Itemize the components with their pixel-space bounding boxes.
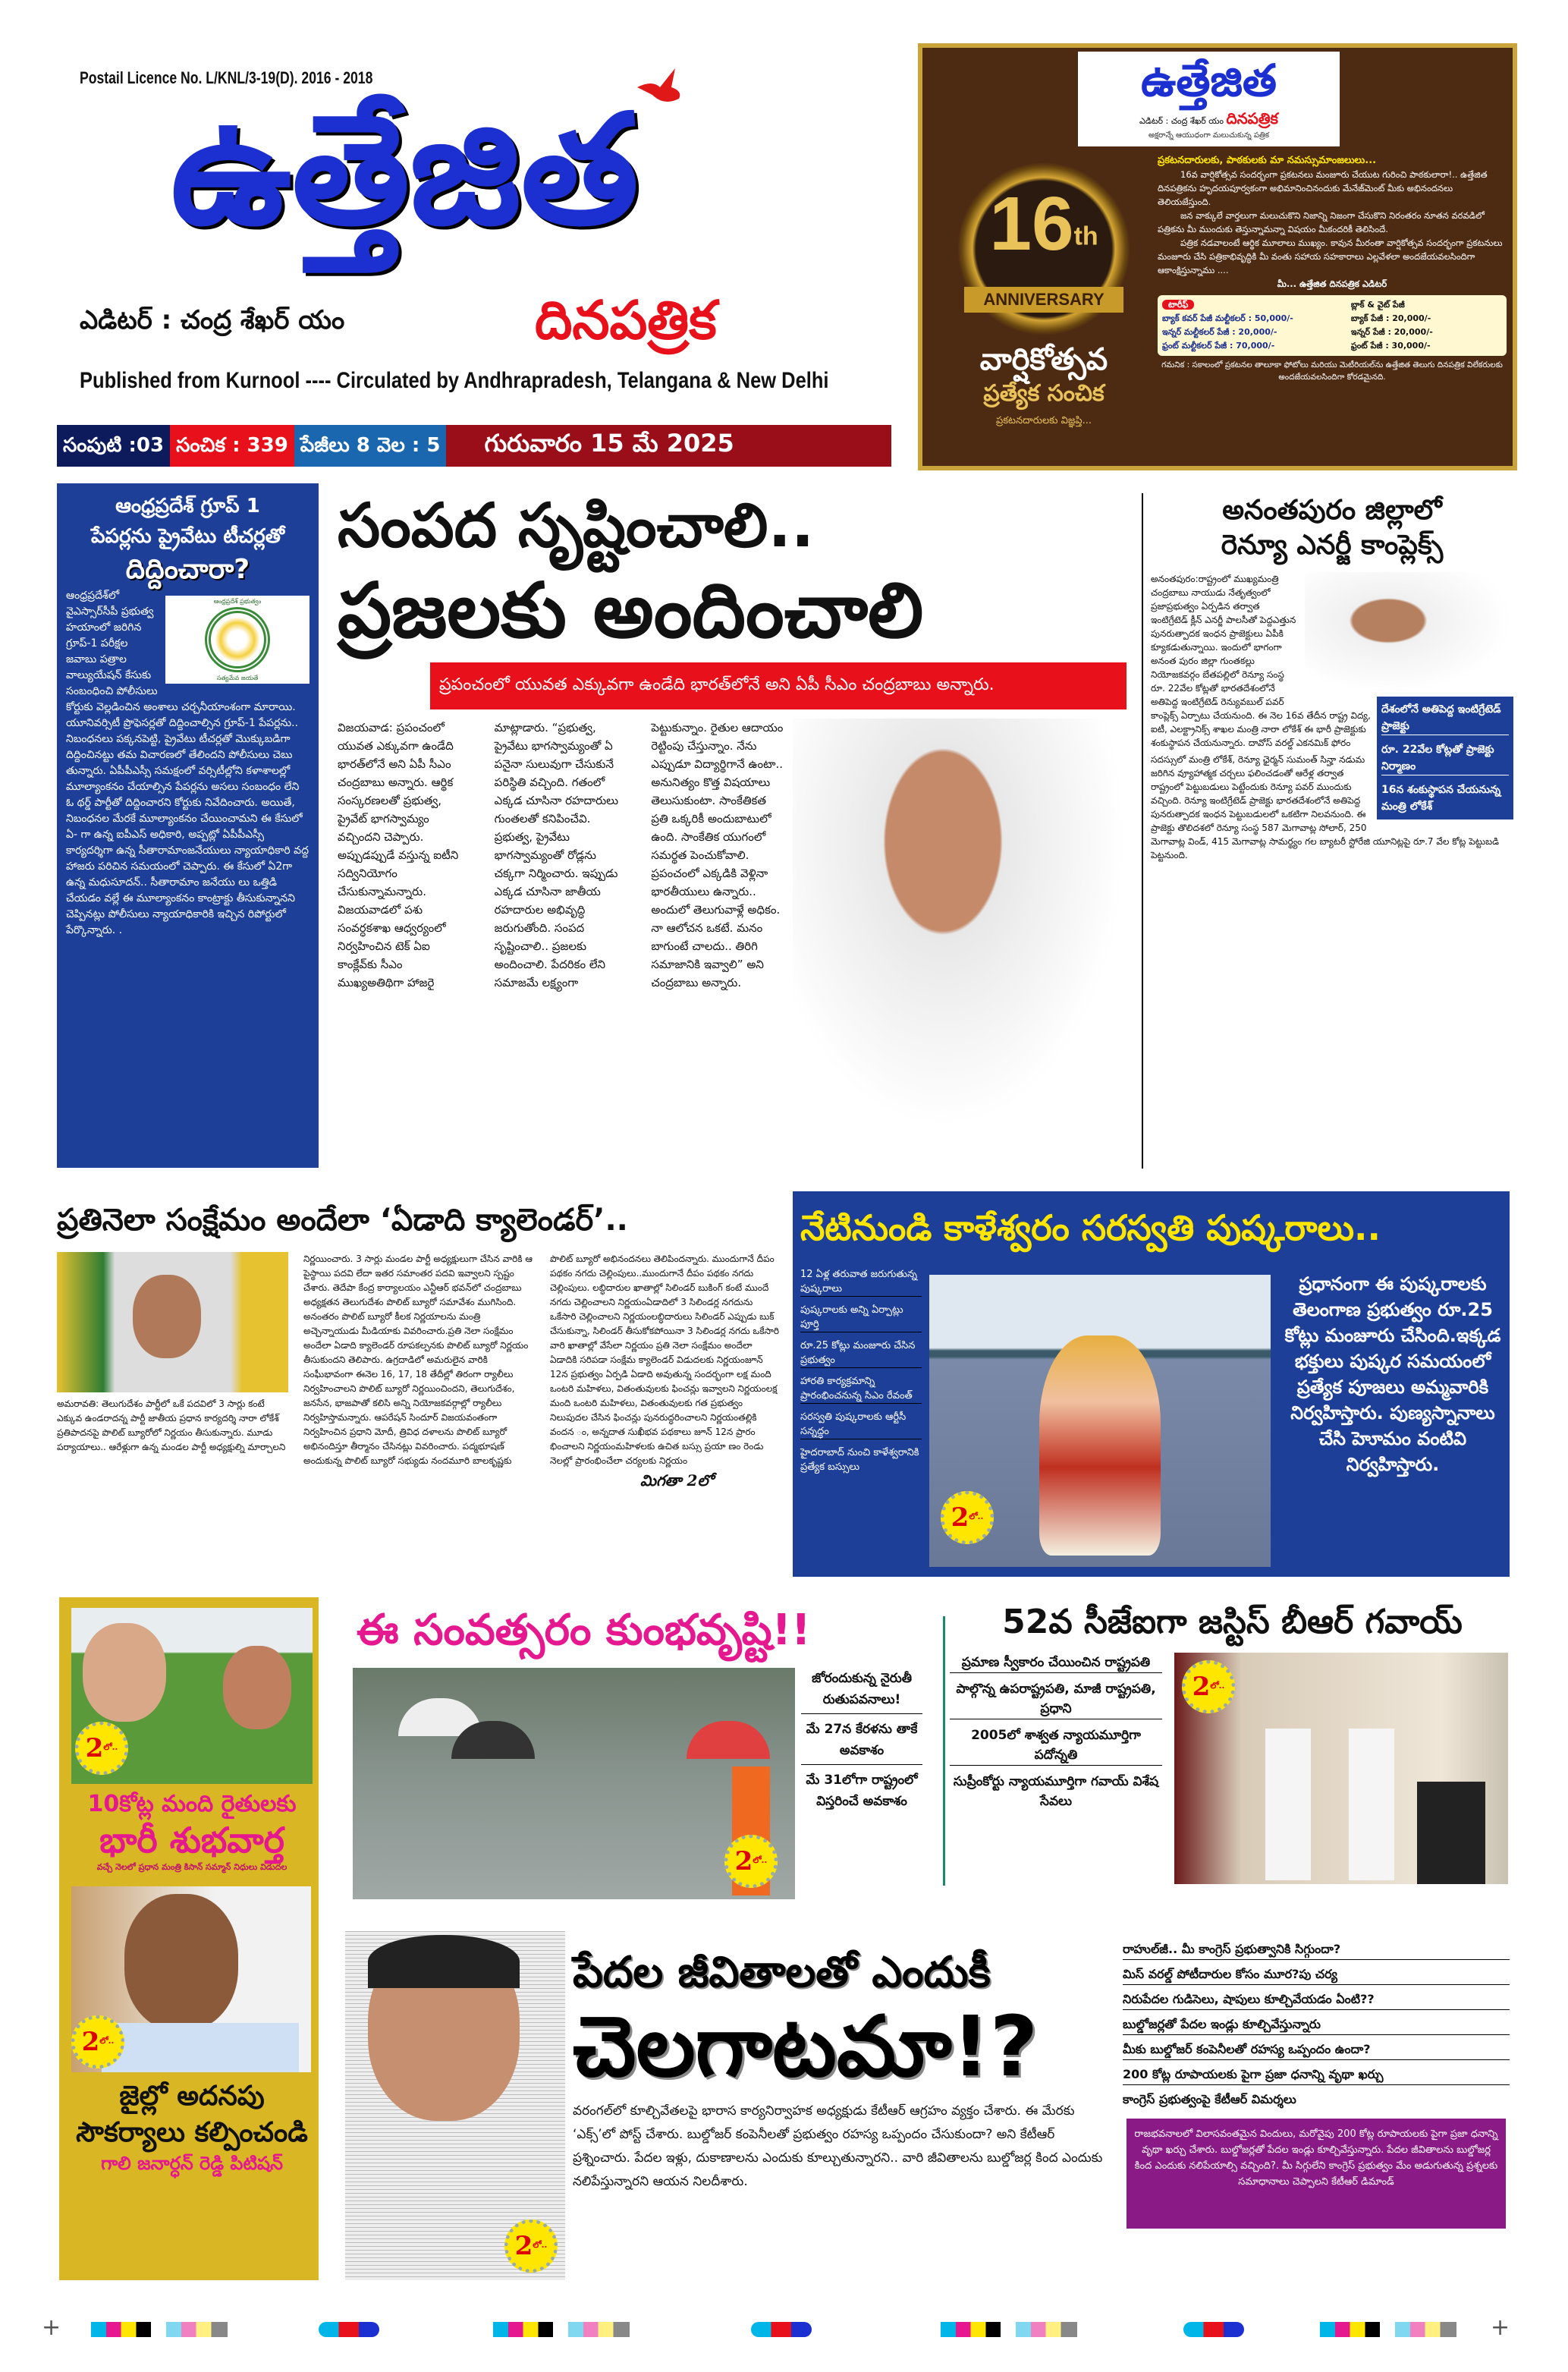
issue-bar — [57, 425, 891, 467]
article-body: విజయవాడ: ప్రపంచంలో యువత ఎక్కువగా ఉండేది భారత్‌లోనే అని ఏపీ సీఎం చంద్రబాబు అన్నారు. ఆర్థిక సంస్కరణలతో ప్రభుత్వ, ప్రైవేట్ భాగస్వామ్యం వచ్చిందని చెప్పారు. అప్పుడప్పుడే వస్తున్న ఐటీని సద్వినియోగం చేసుకున్నామన్నారు. విజయవాడలో పశు సంవర్ధకశాఖ ఆధ్వర్యంలో నిర్వహించిన టెక్ ఏఐ కాంక్లేవ్‌కు సీఎం ముఖ్యఅతిథిగా హాజరై మాట్లాడారు. “ప్రభుత్వ, ప్రైవేటు భాగస్వామ్యంతో ఏ పనైనా సులువుగా చేసుకునే పరిస్థితి వచ్చింది. గతంలో ఎక్కడ చూసినా రహదారులు గుంతలతో కనిపించేవి. ప్రభుత్వ, ప్రైవేటు భాగస్వామ్యంతో రోడ్లను చక్కగా నిర్మించారు. ఇప్పుడు ఎక్కడ చూసినా జాతీయ రహదారుల అభివృద్ధి జరుగుతోంది. సంపద సృష్టించాలి.. ప్రజలకు అందించాలి. పేదరికం లేని సమాజమే లక్ష్యంగా పెట్టుకున్నాం. రైతుల ఆదాయం రెట్టింపు చేస్తున్నాం. నేను ఎప్పుడూ విద్యార్థిగానే ఉంటా.. అనునిత్యం కొత్త విషయాలు తెలుసుకుంటా. సాంకేతికత ప్రతి ఒక్కరికీ అందుబాటులో ఉంది. సాంకేతిక యుగంలో సమర్థత పెంచుకోవాలి. ప్రపంచంలో ఎక్కడికి వెళ్లినా భారతీయులు ఉన్నారు.. అందులో తెలుగువాళ్లే అధికం. నా ఆలోచన ఒకటే. మనం బాగుంటే చాలదు.. తిరిగి సమాజానికి ఇవ్వాలి” అని చంద్రబాబు అన్నారు. — [338, 721, 784, 989]
bullet: 12 ఏళ్ల తరువాత జరుగుతున్న పుష్కరాలు — [800, 1267, 922, 1297]
emblem-text: సత్యమేవ జయతే — [216, 675, 259, 681]
highlight-box — [1377, 697, 1513, 820]
anniversary-ribbon: ANNIVERSARY — [964, 287, 1123, 313]
see-page-2-badge[interactable] — [1182, 1660, 1235, 1713]
headline: అనంతపురం జిల్లాలో రెన్యూ ఎనర్జీ కాంప్లెక్స్ — [1221, 495, 1444, 561]
rain-point: మే 27న కేరళను తాకే అవకాశం — [801, 1719, 922, 1765]
cji-story — [950, 1601, 1515, 1884]
color-bar — [319, 2322, 379, 2337]
crosshair-icon: + — [42, 2314, 61, 2341]
lead-headline-1: సంపద సృష్టించాలి.. — [338, 490, 815, 561]
bullet: సరస్వతి పుష్కరాలకు ఆర్టీసీ సన్నద్ధం — [800, 1410, 922, 1439]
modi-farmer-photo — [71, 1608, 313, 1784]
headline: ప్రతినెలా సంక్షేమం అందేలా ‘ఏడాది క్యాలెండర్’.. — [57, 1203, 628, 1238]
ktr-headline-2: చెలగాటమా!? — [573, 1998, 1039, 2095]
farmers-headline-2: భారీ శుభవార్త — [99, 1820, 284, 1861]
print-registration-marks — [0, 2314, 1568, 2345]
ktr-headline-1: పేదల జీవితాలతో ఎందుకీ — [573, 1948, 991, 1997]
article-body: సదస్సులో మంత్రి లోకేశ్, రెన్యూ ఛైర్మన్ సుమంత్ సిన్హా నడుమ జరిగిన వ్యూహాత్మక చర్చలు ఫలించడంతో ఆరేళ్ల తర్వాత రాష్ట్రంలో పెట్టుబడులు పెట్టేందుకు రెన్యూ పవర్ ముందుకు వచ్చింది. రెన్యూ ఇంటిగ్రేటెడ్ ప్రాజెక్టు భారతదేశంలోనే అతిపెద్ద పునరుత్పాదక ఇంధన పెట్టుబడులలో ఒకటిగా నిలవనుంది. ఈ ప్రాజెక్టు తొలిదశలో రెన్యూ సంస్థ 587 మెగావాట్ల సోలార్, 250 మెగావాట్ల విండ్, 415 మెగావాట్ల సామర్థ్యం గల బ్యాటరీ స్టోరేజి యూనిట్లపై రూ.7 వేల కోట్ల పెట్టుబడి పెట్టనుంది. — [1151, 754, 1500, 860]
bullet: రూ.25 కోట్లు మంజూరు చేసిన ప్రభుత్వం — [800, 1339, 922, 1368]
newspaper-logo: ఉత్తేజిత — [171, 82, 639, 259]
ad-greeting: ప్రకటనదారులకు, పాఠకులకు మా నమస్సుమాంజలులు... — [1158, 155, 1377, 166]
column-divider — [943, 1616, 945, 1886]
ad-logo-sub: దినపత్రిక — [1226, 109, 1278, 127]
cji-point: సుప్రీంకోర్టు న్యాయమూర్తిగా గవాయ్ విశేష సేవలు — [953, 1774, 1159, 1809]
issue-number: సంచిక : 339 — [170, 425, 294, 467]
published-line: Published from Kurnool ---- Circulated by Andhrapradesh, Telangana & New Delhi — [80, 368, 829, 393]
janardhan-reddy-photo — [71, 1886, 311, 2072]
ktr-point: 200 కోట్ల రూపాయలకు పైగా ప్రజా ధనాన్ని వృథా ఖర్చు — [1123, 2060, 1510, 2085]
see-page-2-badge[interactable] — [71, 2015, 124, 2068]
ktr-point: నిరుపేదల గుడిసెలు, షాపులు కూల్చివేయడం ఏంటి?? — [1123, 1985, 1510, 2010]
see-page-2-badge[interactable] — [724, 1835, 778, 1888]
bullet: హారతి కార్యక్రమాన్ని ప్రారంభించనున్న సిఎం రేవంత్ — [800, 1374, 922, 1404]
tariff-item: బ్యాక్ కవర్ పేజీ మల్టీకలర్ : 50,000/- — [1162, 313, 1293, 323]
achennaidu-photo — [57, 1252, 288, 1392]
ad-tagline: అక్షరాన్నే ఆయుధంగా మలుచుకున్న పత్రిక — [1148, 131, 1270, 140]
anniversary-number: 16 — [989, 181, 1074, 266]
rain-photo — [353, 1668, 795, 1899]
ad-note: గమనిక : సకాలంలో ప్రకటనల తాలూకా ఫోటోలు మరియు మెటీరియల్‌ను ఉత్తేజిత తెలుగు దినపత్రిక విలేకరులకు అందజేయవలసిందిగా కోరడమైనది. — [1161, 360, 1503, 382]
badge-number: 2 — [951, 1502, 969, 1533]
rain-story — [349, 1593, 941, 1899]
ad-paragraph: జన వాక్కులే వార్తలుగా మలుచుకొని నిజాన్ని నిజంగా చేసుకొని నిరంతరం నూతన వరవడిలో పత్రికను మీ ముందుకు తెస్తున్నామన్నా విషయం మీకందరికీ తెలిసిందే. — [1158, 210, 1485, 234]
ktr-demand-box: రాజభవనాలలో విలాసవంతమైన విందులు, మరోవైపు 200 కోట్ల రూపాయలకు పైగా ప్రజా ధనాన్ని వృథా ఖర్చు చేశారు. బుల్డోజర్లతో పేదల ఇండ్లు కూల్చివేస్తున్నారు. పేదల జీవితాలను బుల్డోజర్ల కింద ఎందుకు నలిపేయాల్సి వచ్చింది?. మీ సిగ్గులేని కాంగ్రెస్ ప్రభుత్వం మేం అడుగుతున్న ప్రశ్నలకు సమాధానాలు చెప్పాలని కేటీఆర్ డిమాండ్ — [1127, 2119, 1506, 2229]
ad-paragraph: పత్రిక నడవాలంటే ఆర్థిక మూలాలు ముఖ్యం. కావున మీరంతా వార్షికోత్సవ సందర్భంగా ప్రకటనులు మంజూరు చేసి పత్రికాభివృద్ధికి మీ వంతు సహాయ సహకారాలు ఎల్లవేళలా అందజేయవలసిందిగా ఆకాంక్షిస్తున్నాము .... — [1158, 238, 1503, 275]
group1-story — [57, 483, 319, 1168]
color-bar — [1320, 2322, 1456, 2337]
ad-logo: ఉత్తేజిత — [1141, 55, 1277, 106]
article-body: అనంతపురం:రాష్ట్రంలో ముఖ్యమంత్రి చంద్రబాబు నాయుడు నేతృత్వంలో ప్రజాప్రభుత్వం ఏర్పడిన తర్వాత ఇంటిగ్రేటెడ్ క్లీన్ ఎనర్జీ పాలసీతో పెద్దఎత్తున పునరుత్పాదక ఇంధన ప్రాజెక్టులు ఏపీకి క్యూకడుతున్నాయి. ఇందులో భాగంగా అనంత పురం జిల్లా గుంతకల్లు నియోజకవర్గం బేతపల్లిలో రెన్యూ సంస్థ రూ. 22వేల కోట్లతో భారతదేశంలోనే అతిపెద్ద ఇంటిగ్రేటెడ్ రెన్యువబుల్ పవర్ కాంప్లెక్స్ ఏర్పాటు చేయనుంది. ఈ నెల 16వ తేదీన రాష్ట్ర విద్య, ఐటీ, ఎలక్ట్రానిక్స్ శాఖల మంత్రి నారా లోకేశ్ ఈ భారీ ప్రాజెక్టుకు శంకుస్థాపన చేయనున్నారు. దావోస్ వరల్డ్ ఎకనమిక్ ఫోరం — [1151, 574, 1371, 748]
cji-point: 2005లో శాశ్వత న్యాయమూర్తిగా పదోన్నతి — [950, 1726, 1162, 1766]
pages-price: పేజీలు 8 వెల : 5 — [294, 425, 447, 467]
bullet: హైదరాబాద్ నుంచి కాళేశ్వరానికి ప్రత్యేక బస్సులు — [800, 1447, 919, 1473]
badge-suffix: లో.. — [533, 2240, 548, 2250]
cji-point: పాల్గొన్న ఉపరాష్ట్రపతి, మాజీ రాష్ట్రపతి, ప్రధాని — [950, 1679, 1162, 1719]
badge-number: 2 — [1192, 1672, 1211, 1702]
headline: ఈ సంవత్సరం కుంభవృష్టి!! — [357, 1606, 811, 1655]
dove-icon — [633, 64, 687, 110]
saraswati-photo — [929, 1275, 1271, 1567]
ad-logo-box — [1078, 52, 1340, 146]
chandrababu-photo — [793, 719, 1127, 1128]
badge-number: 2 — [81, 2027, 100, 2057]
editor-line: ఎడిటర్ : చంద్ర శేఖర్ యం — [80, 305, 345, 335]
ad-signoff: మీ... ఉత్తేజిత దినపత్రిక ఎడిటర్ — [1277, 278, 1387, 289]
color-bar — [941, 2322, 1077, 2337]
article-body: అమరావతి: తెలుగుదేశం పార్టీలో ఒకే పదవిలో 3 సార్లు కంటే ఎక్కువ ఉండరాదన్న పార్టీ జాతీయ ప్రధాన కార్యదర్శి నారా లోకేశ్ ప్రతిపాదనపై పొలిట్ బ్యూరోలో నిర్ణయం తీసుకున్నారు. మూడు పర్యాయాలు.. ఆరేళ్లుగా ఉన్న మండల పార్టీ అధ్యక్షుల్ని మార్చాలని నిర్ణయించారు. 3 సార్లు మండల పార్టీ అధ్యక్షులుగా చేసిన వారికి ఆ పైస్థాయి పదవి లేదా ఇతర సమాంతర పదవి ఇవ్వాలని స్పష్టం చేశారు. తెదేపా కేంద్ర కార్యాలయం ఎన్టీఆర్ భవన్‌లో చంద్రబాబు అధ్యక్షతన తెలుగుదేశం పొలిట్ బ్యూరో సమావేశం ముగిసింది. అనంతరం పొలిట్ బ్యూరో కీలక నిర్ణయాలను మంత్రి అచ్చెన్నాయుడు మీడియాకు వివరించారు.ప్రతి నెలా సంక్షేమం అందేలా ఏడాది క్యాలెండర్ రూపకల్పనకు పొలిట్ బ్యూరో నిర్ణయం తీసుకుందని తెలిపారు. ఉగ్రదాడిలో అమరులైన వారికి సంఘీభావంగా ఈనెల 16, 17, 18 తేదీల్లో తిరంగా ర్యాలీలు నిర్వహించాలని పొలిట్ బ్యూరో నిర్ణయించిందని, తెలుగుదేశం, జనసేన, భాజపాతో కలిసి అన్ని నియోజకవర్గాల్లో ర్యాలీలు నిర్వహిస్తామన్నారు. ఆపరేషన్ సిందూర్ విజయవంతంగా నిర్వహించిన ప్రధాని మోదీ, త్రివిధ దళాలను పొలిట్ బ్యూరో అభినందిస్తూ తీర్మానం చేసినట్లు వివరించారు. పద్మభూషణ్ అందుకున్న పొలిట్ బ్యూరో సభ్యుడు నందమూరి బాలకృష్ణకు పొలిట్ బ్యూరో అభినందనలు తెలిపిందన్నారు. ముందుగానే దీపం పథకం నగదు చెల్లింపులు..ముందుగానే దీపం పథకం నగదు చెల్లింపులు. లబ్ధిదారుల ఖాతాల్లో సిలిండర్ బుకింగ్ కంటే ముందే నగదు చెల్లించాలని నిర్ణయంఏడాదిలో 3 సిలిండర్ల నగదును ఒకేసారి చెల్లించాలని నిర్ణయంలబ్ధిదారులు సిలిండర్ ఎప్పుడు బుక్ చేసుకున్నా, సిలిండర్ తీసుకోకపోయినా 3 సిలిండర్ల నగదు ఒకేసారి వారి ఖాతాల్లో వేసేలా నిర్ణయం ప్రతి నెలా సంక్షేమం అందేలా ఏడాదికి సరిపడా సంక్షేమ క్యాలెండర్ విడుదలకు నిర్ణయంజూన్ 12న ప్రభుత్వం ఏర్పడి ఏడాది అవుతున్న సందర్భంగా లక్ష మంది ఒంటరి మహిళలు, వితంతువులకు ఫించన్లు ఇవ్వాలని నిర్ణయంలక్ష మంది ఒంటరి మహిళలు, వితంతువులకు గత ప్రభుత్వం నిలుపుదల చేసిన ఫించన్లు పునరుద్ధరించాలని నిర్ణయంతల్లికి వందన ం, అన్నదాత సుఖీభవ పథకాలు జూన్ 12న ప్రారం భించాలని నిర్ణయంమహిళలకు ఉచిత బస్సు ప్రయా ణం రెండు నెలల్లో ప్రారంభించేలా చర్యలకు నిర్ణయం — [57, 1254, 779, 1466]
tariff-bw-title: బ్లాక్ & వైట్ పేజీ — [1350, 300, 1405, 310]
lead-story — [338, 486, 1127, 1169]
headline: నేటినుండి కాళేశ్వరం సరస్వతి పుష్కరాలు.. — [800, 1207, 1381, 1248]
tariff-label: టారీఫ్ — [1162, 300, 1194, 310]
tariff-item: ఇన్నర్ మల్టీకలర్ పేజీ : 20,000/- — [1162, 327, 1277, 337]
ktr-point: మీకు బుల్డోజర్ కంపెనీలతో రహస్య ఒప్పందం ఉందా? — [1123, 2035, 1510, 2060]
lead-headline-2: ప్రజలకు అందించాలి — [338, 566, 924, 655]
color-bar — [751, 2322, 812, 2337]
ktr-point: మిస్ వరల్డ్ పోటీదారుల కోసం మూర?పు చర్య — [1123, 1960, 1510, 1985]
color-bar — [1183, 2322, 1244, 2337]
jail-headline: జైల్లో అదనపు సౌకర్యాలు కల్పించండి — [76, 2081, 308, 2148]
ad-paragraph: 16వ వార్షికోత్సవ సందర్భంగా ప్రకటనలు మంజూరు చేయుట గురించి పాఠకులారా!.. ఉత్తేజిత దినపత్రికను హృదయపూర్వకంగా అభిమానించినందుకు మేనేజ్‌మెంట్ మీకు అభినందనలు తెలియజేస్తుంది. — [1158, 169, 1488, 207]
anniversary-suffix: th — [1073, 222, 1098, 251]
rain-point: జోరందుకున్న నైరుతీ రుతుపవనాలు! — [801, 1668, 922, 1714]
special-issue-title: వార్షికోత్సవ — [979, 342, 1108, 377]
tariff-item: ఫ్రంట్ పేజీ : 30,000/- — [1350, 341, 1431, 351]
rain-point: మే 31లోగా రాష్ట్రంలో విస్తరించే అవకాశం — [806, 1773, 918, 1809]
crosshair-icon: + — [1491, 2314, 1510, 2341]
badge-number: 2 — [85, 1733, 104, 1763]
badge-number: 2 — [514, 2231, 533, 2261]
logo-subtitle: దినపత్రిక — [535, 289, 717, 351]
cji-point: ప్రమాణ స్వీకారం చేయించిన రాష్ట్రపతి — [950, 1653, 1162, 1673]
anniversary-ad — [918, 43, 1517, 470]
article-body: ఆంధ్రప్రదేశ్‌లో వైఎస్సార్‌సీపీ ప్రభుత్వ హయాంలో జరిగిన గ్రూప్-1 పరీక్షల జవాబు పత్రాల వాల్యుయేషన్ కేసుకు సంబంధించి పోలీసులు కోర్టుకు వెల్లడించిన అంశాలు చర్చనీయాంశంగా మారాయి. యూనివర్సిటీ ప్రొఫెసర్లతో దిద్దించాల్సిన గ్రూప్-1 పేపర్లను.. నిబంధనలు పక్కనపెట్టి, ప్రైవేటు టీచర్లతో మొక్కుబడిగా దిద్దించినట్టు తమ విచారణలో తేలిందని పోలీసులు చెబు తున్నారు. ఏపీపీఎస్సీ సమక్షంలో వర్సిటీల్లోని కళాశాలల్లో మూల్యాంకనం చేయాల్సిన పేపర్లను అసలు సంబంధం లేని ఓ థర్డ్ పార్టీతో దిద్దించారని కోర్టుకు నివేదించారు. అయితే, నిబంధనల మేరకే మూల్యాంకనం చేయించామని ఈ కేసులో ఏ- గా ఉన్న ఐపీఎస్ అధికారి, అప్పట్లో ఏపీపీఎస్సీ కార్యదర్శిగా ఉన్న సీతారామాంజనేయులు న్యాయాధికారి వద్ద హాజరు పరిచిన సమయంలో చెప్పారు. ఈ కేసులో ఏ2గా ఉన్న మధుసూదన్.. సీతారామాం జనేయు లు ఒత్తిడి చేయడం వల్లే ఈ మూల్యాంకనం కాంట్రాక్టు తీసుకున్నానని చెప్పినట్లు పోలీసులు న్యాయాధికారికి ఇచ్చిన రిపోర్టులో పేర్కొన్నారు. . — [66, 590, 309, 936]
headline: ఆంధ్రప్రదేశ్ గ్రూప్ 1 పేపర్లను ప్రైవేటు టీచర్లతో దిద్దించారా? — [91, 495, 284, 585]
ad-footer-left: ప్రకటనదారులకు విజ్ఞప్తి... — [996, 415, 1092, 426]
volume: సంపుటి :03 — [57, 425, 170, 467]
badge-suffix: లో.. — [753, 1855, 768, 1865]
jail-sub: గాలి జనార్ధన్ రెడ్డి పిటిషన్ — [101, 2153, 283, 2174]
swearing-in-photo — [1174, 1653, 1508, 1884]
badge-suffix: లో.. — [969, 1512, 984, 1521]
badge-suffix: లో.. — [1210, 1681, 1225, 1691]
anniversary-emblem — [957, 162, 1131, 336]
tariff-item: బ్యాక్ పేజీ : 20,000/- — [1350, 313, 1431, 323]
ktr-photo — [345, 1931, 565, 2280]
bullet: పుష్కరాలకు అన్ని ఏర్పాట్లు పూర్తి — [800, 1303, 922, 1332]
color-bar — [493, 2322, 630, 2337]
color-bar — [91, 2322, 228, 2337]
calendar-story — [57, 1199, 781, 1493]
highlight: 16న శంకుస్థాపన చేయనున్న మంత్రి లోకేశ్ — [1381, 784, 1501, 813]
farmers-headline-1: 10కోట్ల మంది రైతులకు — [87, 1791, 297, 1817]
see-page-2-badge[interactable] — [941, 1491, 994, 1544]
see-page-2-badge[interactable] — [504, 2219, 558, 2273]
ktr-point: బుల్డోజర్లతో పేదల ఇండ్లు కూల్చివేస్తున్నారు — [1123, 2010, 1510, 2035]
headline: 52వ సీజేఐగా జస్టిస్ బీఆర్ గవాయ్ — [1002, 1603, 1463, 1641]
issue-date: గురువారం 15 మే 2025 — [484, 428, 734, 458]
pushkaralu-story — [793, 1191, 1510, 1577]
ktr-point: రాహుల్‌జీ.. మీ కాంగ్రెస్ ప్రభుత్వానికి సిగ్గుందా? — [1123, 1935, 1510, 1960]
continued-note: మిగతా 2లో — [639, 1471, 713, 1490]
badge-suffix: లో.. — [103, 1742, 118, 1752]
farmers-sub: వచ్చే నెలలో ప్రధాన మంత్రి కిసాన్ సమ్మాన్ నిధులు విడుదల — [96, 1862, 288, 1872]
article-body: వరంగల్‌లో కూల్చివేతలపై భారాస కార్యనిర్వాహక అధ్యక్షుడు కేటీఆర్ ఆగ్రహం వ్యక్తం చేశారు. ఈ మేరకు ‘ఎక్స్’లో పోస్ట్ చేశారు. బుల్డోజర్ కంపెనీలతో ప్రభుత్వం రహస్య ఒప్పందం చేసుకుందా? అని కేటీఆర్ ప్రశ్నించారు. పేదల ఇళ్లు, దుకాణాలను ఎందుకు కూల్చుతున్నారని.. వారి జీవితాలను బుల్డోజర్ల కింద ఎందుకు నలిపేస్తున్నారని ఆయన నిలదీశారు. — [573, 2103, 1103, 2189]
renew-story — [1142, 493, 1513, 1169]
article-body: ప్రధానంగా ఈ పుష్కరాలకు తెలంగాణ ప్రభుత్వం రూ.25 కోట్లు మంజూరు చేసింది.ఇక్కడ భక్తులు పుష్కర సమయంలో ప్రత్యేక పూజలు అమ్మవారికి నిర్వహిస్తారు. పుణ్యస్నానాలు చేసి హెూమం వంటివి నిర్వహిస్తారు. — [1284, 1273, 1501, 1475]
tariff-box — [1158, 295, 1507, 356]
ktr-point: కాంగ్రెస్ ప్రభుత్వంపై కేటీఆర్ విమర్శలు — [1123, 2092, 1296, 2106]
emblem-text: ఆంధ్రప్రదేశ్ ప్రభుత్వం — [213, 598, 262, 605]
tariff-item: ఇన్నర్ పేజీ : 20,000/- — [1350, 327, 1433, 337]
lokesh-photo — [1305, 572, 1513, 694]
tariff-item: ఫ్రంట్ మల్టీకలర్ పేజీ : 70,000/- — [1162, 341, 1275, 351]
ktr-story — [345, 1931, 1115, 2284]
postal-licence: Postail Licence No. L/KNL/3-19(D). 2016 - 2018 — [80, 68, 373, 87]
ktr-points — [1123, 1935, 1510, 2229]
masthead — [57, 61, 899, 470]
see-page-2-badge[interactable] — [75, 1722, 128, 1775]
ap-emblem — [165, 596, 310, 684]
badge-suffix: లో.. — [99, 2036, 115, 2046]
highlight: రూ. 22వేల కోట్లతో ప్రాజెక్టు నిర్మాణం — [1381, 741, 1509, 775]
left-yellow-column — [59, 1597, 319, 2280]
ad-editor: ఎడిటర్ : చంద్ర శేఖర్ యం — [1139, 116, 1224, 126]
highlight: దేశంలోనే అతిపెద్ద ఇంటిగ్రేటెడ్ ప్రాజెక్టు — [1381, 701, 1509, 735]
special-issue-subtitle: ప్రత్యేక సంచిక — [983, 380, 1105, 407]
badge-number: 2 — [734, 1846, 753, 1877]
lead-deck: ప్రపంచంలో యువత ఎక్కువగా ఉండేది భారత్‌లోనే అని ఏపీ సీఎం చంద్రబాబు అన్నారు. — [430, 662, 1127, 709]
